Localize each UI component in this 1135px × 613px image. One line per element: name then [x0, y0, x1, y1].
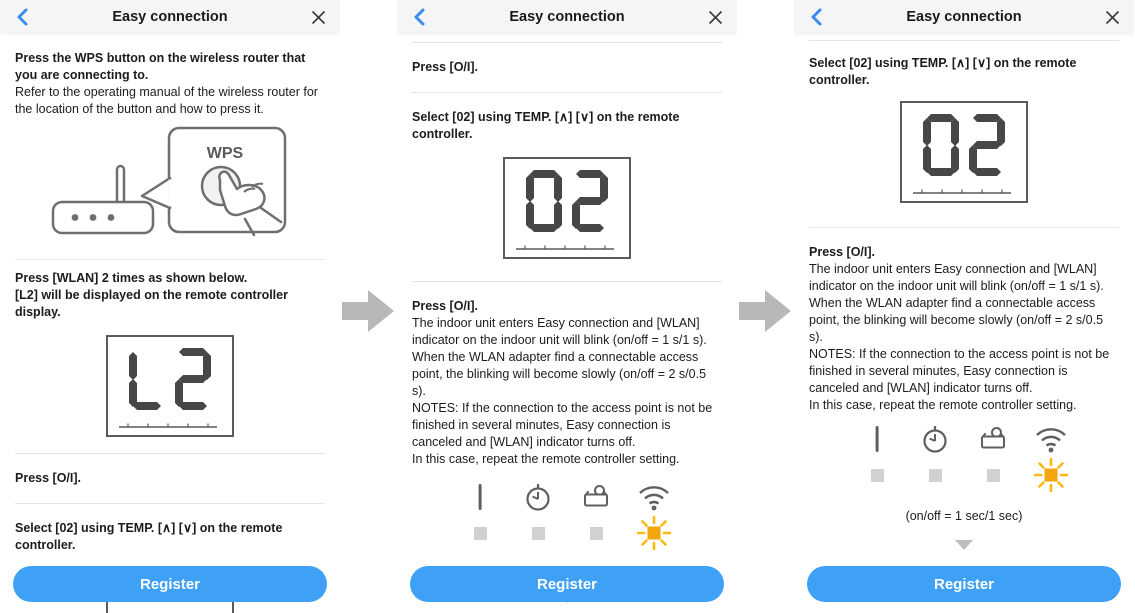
instructions: [397, 42, 737, 608]
divider: [412, 42, 722, 43]
screen-step-1: [0, 0, 340, 613]
timer-icon: [920, 424, 950, 454]
header: [397, 0, 737, 34]
svg-text:WPS: WPS: [206, 145, 244, 162]
power-icon: [465, 482, 495, 512]
clean-indicator: [976, 424, 1010, 492]
step-title: Select [02] using TEMP. [∧] [∨] on the remote controller.: [809, 56, 1077, 87]
register-button[interactable]: Register: [807, 566, 1121, 602]
led-off: [532, 527, 545, 540]
timer-indicator: [918, 424, 952, 492]
led-off: [474, 527, 487, 540]
divider: [809, 40, 1119, 41]
divider: [809, 227, 1119, 228]
arrow-right-icon: [739, 289, 792, 333]
seven-segment-value: [108, 346, 232, 417]
register-button[interactable]: Register: [410, 566, 724, 602]
indoor-unit-indicators: [412, 482, 722, 550]
timer-icon: [523, 482, 553, 512]
power-indicator: [860, 424, 894, 492]
indoor-unit-indicators: [809, 424, 1119, 492]
wps-router-illustration: [15, 124, 325, 247]
step-body: Refer to the operating manual of the wireless router for the location of the button and how to press it.: [15, 85, 318, 116]
close-icon: [1105, 10, 1120, 25]
remote-display: [106, 335, 234, 437]
seven-segment-value: [902, 112, 1026, 183]
chevron-down-icon: [955, 540, 973, 550]
display-scale-icon: [913, 186, 1011, 194]
clean-icon: [581, 482, 611, 512]
instructions: [794, 40, 1134, 555]
remote-display: [900, 101, 1028, 203]
close-button[interactable]: [1102, 7, 1122, 27]
wps-button-icon: [49, 124, 291, 242]
step-title: Select [02] using TEMP. [∧] [∨] on the remote controller.: [15, 521, 283, 552]
header: [794, 0, 1134, 34]
screen-step-3: [794, 0, 1134, 613]
divider: [15, 259, 325, 260]
page-title: Easy connection: [112, 9, 228, 25]
led-off: [590, 527, 603, 540]
divider: [15, 453, 325, 454]
step-title: Select [02] using TEMP. [∧] [∨] on the remote controller.: [412, 110, 680, 141]
step-title: Press [O/I].: [15, 471, 81, 485]
step-body: NOTES: If the connection to the access point is not be finished in several minutes, Easy connection is canceled and [WLAN] indicator turns off.: [809, 347, 1110, 395]
wlan-indicator: [1034, 424, 1068, 492]
close-button[interactable]: [308, 7, 328, 27]
step-separator: [737, 0, 794, 613]
led-off: [987, 469, 1000, 482]
close-icon: [708, 10, 723, 25]
page-title: Easy connection: [509, 9, 625, 25]
close-icon: [311, 10, 326, 25]
display-scale-icon: [119, 420, 217, 428]
chevron-left-icon: [16, 8, 28, 26]
power-icon: [862, 424, 892, 454]
chevron-left-icon: [810, 8, 822, 26]
clean-icon: [978, 424, 1008, 454]
step-body: The indoor unit enters Easy connection and [WLAN] indicator on the indoor unit will blink (on/off = 1 s/1 s). When the WLAN adapter find a connectable access point, the blinking will become slowly (on/off = 2 s/0.5 s).: [412, 316, 707, 398]
led-off: [871, 469, 884, 482]
step-title: Press [O/I].: [809, 245, 875, 259]
divider: [15, 503, 325, 504]
step-title: Press [WLAN] 2 times as shown below.: [15, 271, 248, 285]
wifi-icon: [1034, 424, 1068, 454]
header: [0, 0, 340, 34]
step-separator: [340, 0, 397, 613]
step-body: NOTES: If the connection to the access point is not be finished in several minutes, Easy connection is canceled and [WLAN] indicator turns off.: [412, 401, 713, 449]
step-title: Press [O/I].: [412, 60, 478, 74]
step-body: In this case, repeat the remote controller setting.: [412, 452, 680, 466]
back-button[interactable]: [12, 7, 32, 27]
step-title: Press [O/I].: [412, 299, 478, 313]
register-button[interactable]: Register: [13, 566, 327, 602]
divider: [412, 92, 722, 93]
blink-rate-note: (on/off = 1 sec/1 sec): [905, 509, 1023, 523]
chevron-left-icon: [413, 8, 425, 26]
instructions: [0, 50, 340, 613]
step-title: [L2] will be displayed on the remote controller display.: [15, 288, 288, 319]
step-body: In this case, repeat the remote controller setting.: [809, 398, 1077, 412]
arrow-right-icon: [342, 289, 395, 333]
clean-indicator: [579, 482, 613, 550]
step-body: The indoor unit enters Easy connection and [WLAN] indicator on the indoor unit will blink (on/off = 1 s/1 s). When the WLAN adapter find a connectable access point, the blinking will become slowly (on/off = 2 s/0.5 s).: [809, 262, 1104, 344]
wifi-icon: [637, 482, 671, 512]
timer-indicator: [521, 482, 555, 550]
led-off: [929, 469, 942, 482]
back-button[interactable]: [806, 7, 826, 27]
close-button[interactable]: [705, 7, 725, 27]
screen-step-2: [397, 0, 737, 613]
display-scale-icon: [516, 242, 614, 250]
scroll-hint: [809, 537, 1119, 555]
power-indicator: [463, 482, 497, 550]
wlan-indicator: [637, 482, 671, 550]
back-button[interactable]: [409, 7, 429, 27]
page-title: Easy connection: [906, 9, 1022, 25]
seven-segment-value: [505, 168, 629, 239]
step-title: Press the WPS button on the wireless router that you are connecting to.: [15, 51, 306, 82]
led-blinking-icon: [1034, 458, 1068, 492]
remote-display: [503, 157, 631, 259]
divider: [412, 281, 722, 282]
led-blinking-icon: [637, 516, 671, 550]
